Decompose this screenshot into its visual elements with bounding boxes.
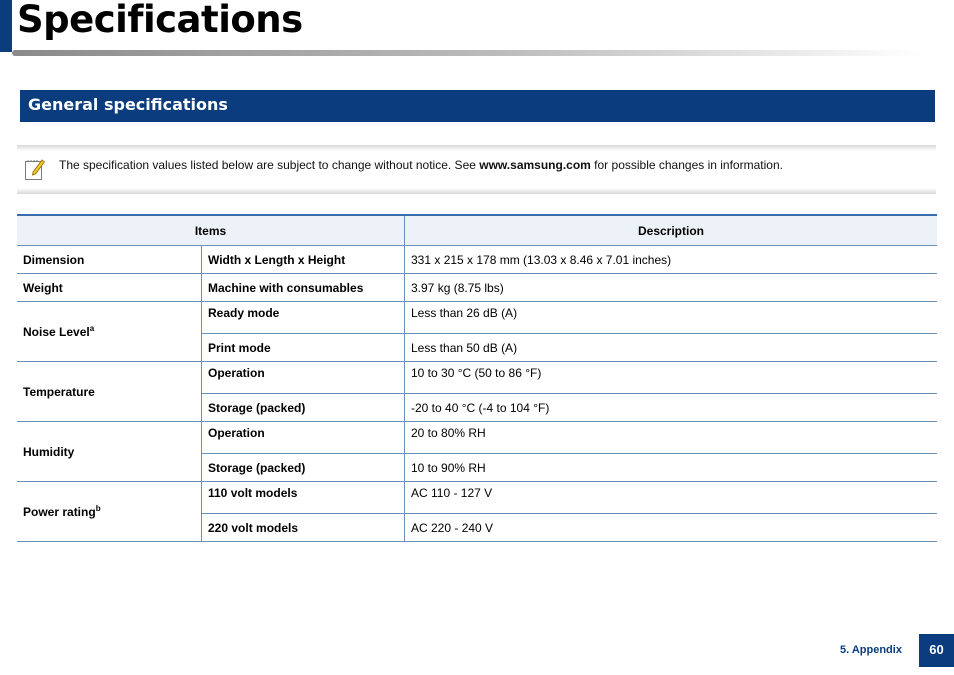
items-header: Items — [17, 215, 405, 246]
row-value: AC 110 - 127 V — [405, 482, 938, 514]
table-header-row — [17, 215, 937, 246]
title-divider — [12, 50, 922, 56]
page-number: 60 — [919, 634, 954, 667]
row-value: Less than 50 dB (A) — [405, 334, 938, 362]
header-accent-bar — [0, 0, 12, 52]
row-item: Storage (packed) — [202, 454, 405, 482]
row-category — [17, 302, 202, 362]
section-title: General specifications — [28, 95, 228, 114]
note-text-after: for possible changes in information. — [590, 158, 783, 172]
note-pencil-icon — [24, 157, 46, 181]
table-row — [17, 362, 937, 394]
row-value: 20 to 80% RH — [405, 422, 938, 454]
row-item: Ready mode — [202, 302, 405, 334]
page-title: Specifications — [17, 0, 303, 41]
row-item: 220 volt models — [202, 514, 405, 542]
note-box — [17, 145, 936, 194]
row-category: Dimension — [17, 246, 202, 274]
row-value: 3.97 kg (8.75 lbs) — [405, 274, 938, 302]
row-item: Print mode — [202, 334, 405, 362]
row-value: AC 220 - 240 V — [405, 514, 938, 542]
footer-section-label: 5. Appendix — [840, 644, 902, 656]
footnote-marker: a — [89, 324, 95, 333]
note-text — [59, 158, 783, 172]
table-row — [17, 482, 937, 514]
row-category: Humidity — [17, 422, 202, 482]
note-text-before: The specification values listed below are subject to change without notice. See — [59, 158, 480, 172]
row-item: Operation — [202, 422, 405, 454]
row-category-label: Power rating — [23, 505, 96, 519]
row-value: 10 to 30 °C (50 to 86 °F) — [405, 362, 938, 394]
description-header: Description — [405, 215, 938, 246]
row-value: Less than 26 dB (A) — [405, 302, 938, 334]
row-category: Weight — [17, 274, 202, 302]
row-value: 331 x 215 x 178 mm (13.03 x 8.46 x 7.01 inches) — [405, 246, 938, 274]
section-header — [20, 90, 935, 122]
row-category-label: Noise Level — [23, 325, 90, 339]
table-row — [17, 246, 937, 274]
specifications-table — [17, 214, 937, 542]
table-row — [17, 274, 937, 302]
row-value: 10 to 90% RH — [405, 454, 938, 482]
row-category: Temperature — [17, 362, 202, 422]
row-item: Width x Length x Height — [202, 246, 405, 274]
row-item: 110 volt models — [202, 482, 405, 514]
table-row — [17, 422, 937, 454]
row-value: -20 to 40 °C (-4 to 104 °F) — [405, 394, 938, 422]
table-row — [17, 302, 937, 334]
row-item: Machine with consumables — [202, 274, 405, 302]
footnote-marker: b — [95, 504, 101, 513]
row-item: Storage (packed) — [202, 394, 405, 422]
samsung-link[interactable]: www.samsung.com — [479, 158, 591, 172]
row-category — [17, 482, 202, 542]
row-item: Operation — [202, 362, 405, 394]
